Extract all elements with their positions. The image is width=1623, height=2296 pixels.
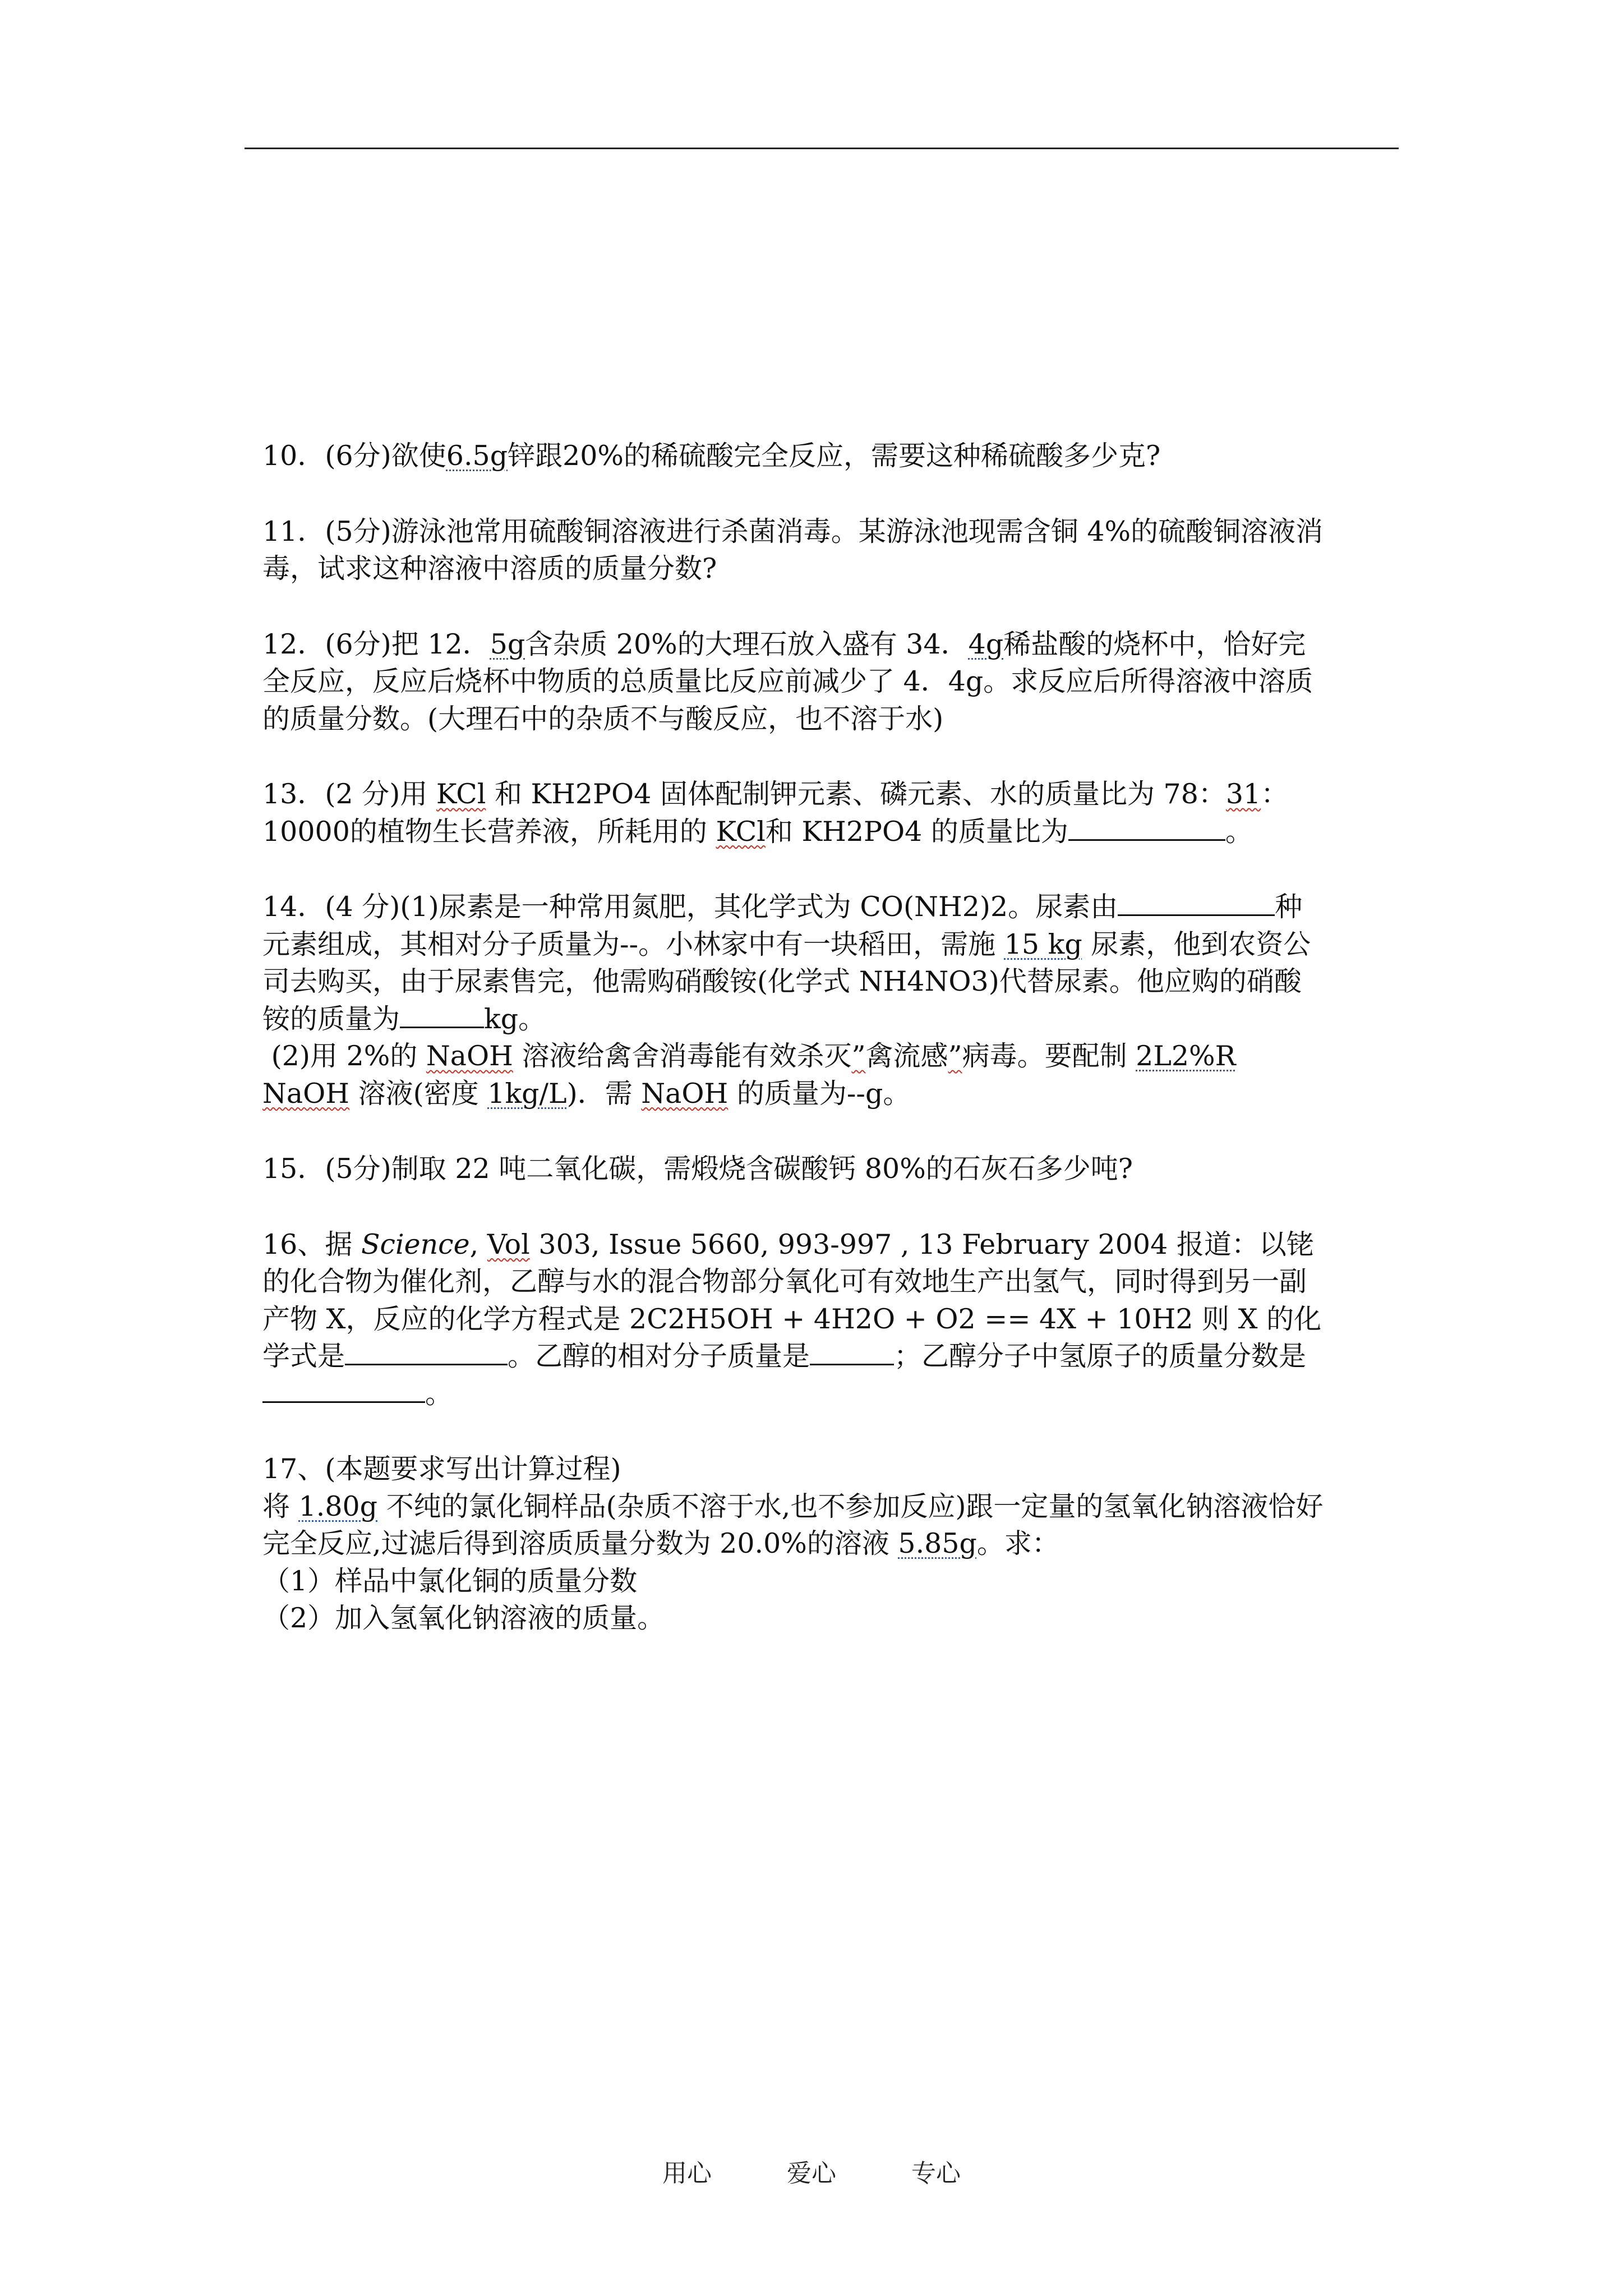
q12-mid: 含杂质 20%的大理石放入盛有 34． [525,628,969,660]
q14-naoh-3: NaOH [641,1077,728,1110]
q16-vol: Vol [487,1228,530,1260]
q14-sub2-need: )．需 [566,1077,642,1110]
q16-formula-blank[interactable] [345,1341,508,1365]
q14-part1: 14．(4 分)(1)尿素是一种常用氮肥，其化学式为 CO(NH2)2。尿素由 [262,891,1118,923]
q17-sub1: （1）样品中氯化铜的质量分数 [262,1565,638,1597]
q17-mass-2: 5.85g [898,1527,977,1559]
q16-comma: , [469,1228,487,1260]
q14-quote-open: ” [851,1040,866,1072]
q13-kcl-2: KCl [716,815,766,848]
q13-rest: 和 KH2PO4 的质量比为 [765,815,1068,848]
q10-mass: 6.5g [446,440,508,472]
q10-lead: 10．(6分)欲使 [262,440,446,472]
q14-bird-flu: 禽流感 [865,1040,948,1072]
q13-part: 和 KH2PO4 固体配制钾元素、磷元素、水的质量比为 78： [486,778,1226,810]
q15-text: 15．(5分)制取 22 吨二氧化碳，需煅烧含碳酸钙 80%的石灰石多少吨? [262,1153,1133,1185]
q16-mass-blank[interactable] [810,1341,894,1365]
q16-lead: 16、据 [262,1228,361,1260]
q13-kcl: KCl [436,778,486,810]
question-10 [262,438,1328,475]
q14-density: 1kg/L [487,1077,567,1110]
q14-amount: 2L2%R [1136,1040,1236,1072]
q14-part3: 尿素，他到农资公司去购买，由于尿素售完，他需购硝酸铵(化学式 NH4NO3)代替尿素。他应购的硝酸铵的质量为 [262,928,1311,1035]
q12-lead: 12．(6分)把 12． [262,628,490,660]
page-footer [0,2153,1623,2189]
q14-nitrate-blank[interactable] [400,1004,484,1028]
q14-naoh-2: NaOH [262,1077,349,1110]
q14-sub2-solution: 溶液(密度 [349,1077,488,1110]
question-14 [262,889,1328,1112]
q17-body: 不纯的氯化铜样品(杂质不溶于水,也不参加反应)跟一定量的氢氧化钠溶液恰好完全反应,过滤后得到溶质质量分数为 20.0%的溶液 [262,1490,1324,1559]
q14-sub2-lead: (2)用 2%的 [271,1040,426,1072]
q11-text: 11．(5分)游泳池常用硫酸铜溶液进行杀菌消毒。某游泳池现需含铜 4%的硫酸铜溶液消毒，试求这种溶液中溶质的质量分数? [262,515,1324,585]
header-rule [245,148,1399,149]
q14-sub2-end: 的质量为--g。 [728,1077,911,1110]
q16-fraction-blank[interactable] [262,1379,425,1403]
q13-answer-blank[interactable] [1068,817,1225,841]
question-list [262,438,1328,1637]
q14-sub2-text: 溶液给禽舍消毒能有效杀灭 [513,1040,852,1072]
q16-fraction-prompt: ；乙醇分子中氢原子的质量分数是 [894,1340,1307,1372]
q14-mass: 15 kg [1004,928,1082,960]
q12-rest: 稀盐酸的烧杯中，恰好完全反应，反应后烧杯中物质的总质量比反应前减少了 4．4g。求反应后所得溶液中溶质的质量分数。(大理石中的杂质不与酸反应，也不溶于水) [262,628,1313,735]
q17-lead: 将 [262,1490,299,1522]
q13-end: 。 [1225,815,1253,848]
q14-quote-close: ” [948,1040,962,1072]
question-13 [262,776,1328,850]
q12-mass-1: 5g [490,628,525,660]
footer-zhuanxin: 专心 [911,2159,961,2188]
q13-lead: 13．(2 分)用 [262,778,436,810]
q17-sub2: （2）加入氢氧化钠溶液的质量。 [262,1602,665,1634]
question-16 [262,1226,1328,1413]
q14-part4: kg。 [484,1002,546,1035]
question-17 [262,1451,1328,1637]
q14-part2: 种元素组成，其相对分子质量为--。小林家中有一块稻田，需施 [262,891,1303,960]
q13-n31: 31 [1225,778,1261,810]
q14-sub2-prepare: 病毒。要配制 [962,1040,1136,1072]
q16-mass-prompt: 。乙醇的相对分子质量是 [508,1340,810,1372]
q17-title: 17、(本题要求写出计算过程) [262,1453,621,1485]
question-12 [262,626,1328,738]
q16-end: 。 [425,1377,453,1410]
q16-journal: Science [361,1228,470,1260]
q13-mid: ：10000的植物生长营养液，所耗用的 [262,778,1289,848]
q14-elements-blank[interactable] [1118,892,1275,916]
q14-naoh-1: NaOH [426,1040,513,1072]
question-11 [262,513,1328,588]
question-15 [262,1151,1328,1188]
q16-body: 303, Issue 5660, 993-997 , 13 February 2004 报道：以铑的化合物为催化剂，乙醇与水的混合物部分氧化可有效地生产出氢气，同时得到另一副产物 X，反应的化学方程式是 2C2H5OH + 4H2O + O2 == 4X + 10H2 则 X 的化学式是 [262,1228,1322,1372]
footer-yongxin: 用心 [662,2159,712,2188]
q12-mass-2: 4g [968,628,1004,660]
q17-ask: 。求： [976,1527,1059,1559]
q10-rest: 锌跟20%的稀硫酸完全反应，需要这种稀硫酸多少克? [508,440,1161,472]
footer-aixin: 爱心 [787,2159,836,2188]
q17-mass: 1.80g [298,1490,378,1522]
